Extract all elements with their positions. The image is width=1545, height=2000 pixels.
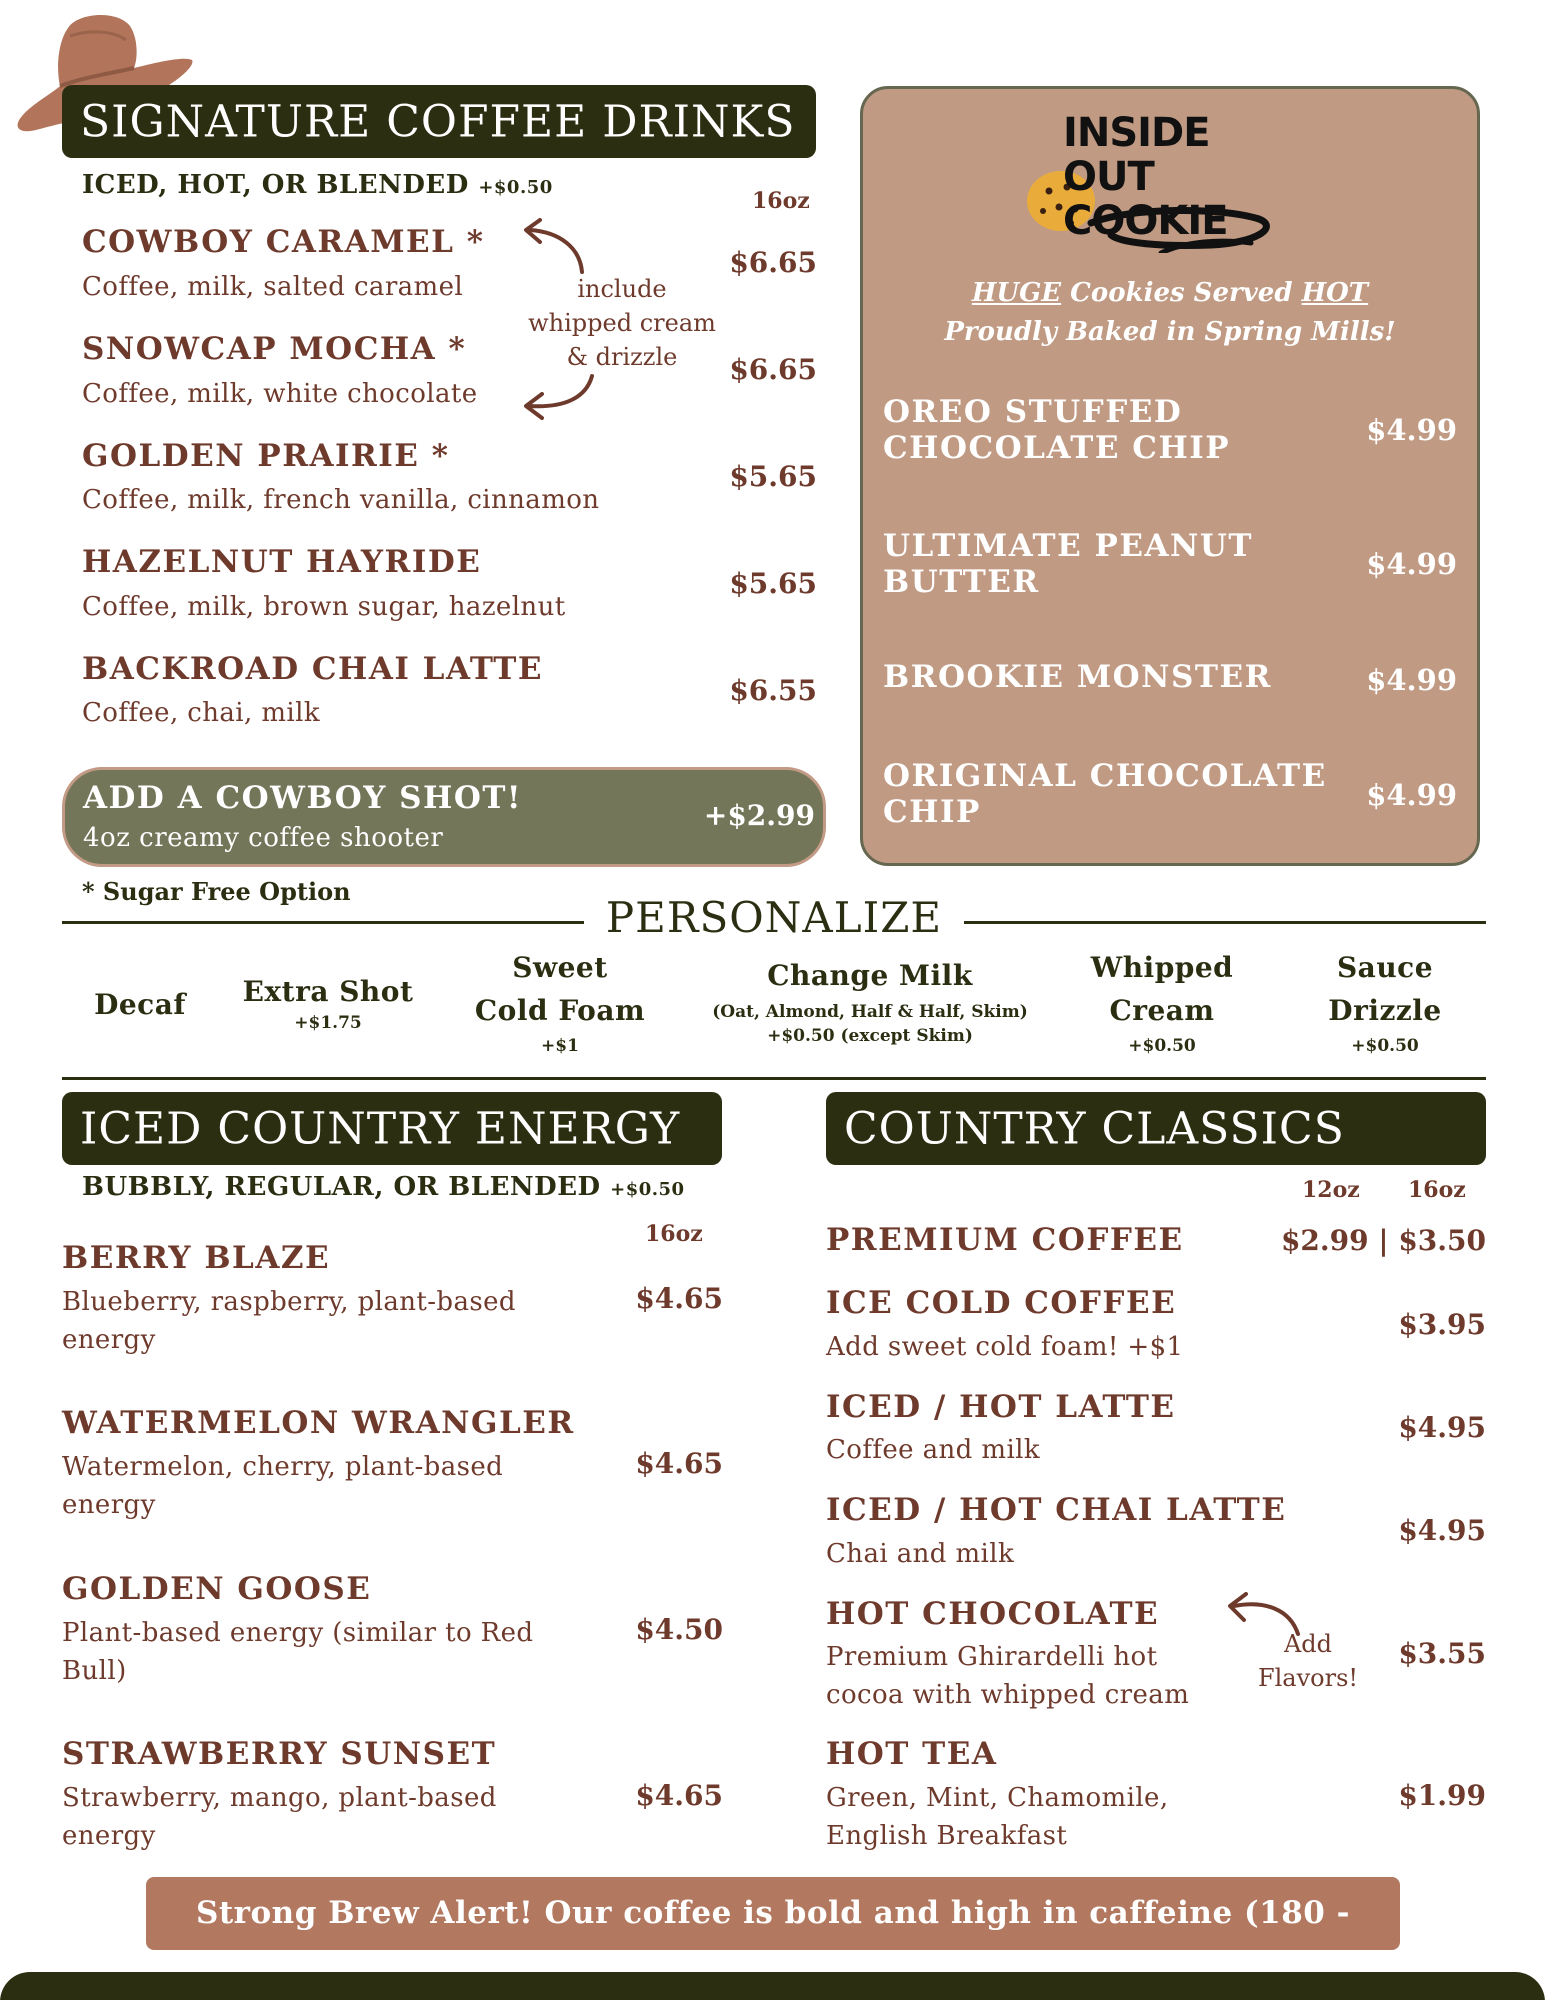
- curved-arrow-icon: [510, 218, 590, 278]
- cookie-item-name: BROOKIE MONSTER: [883, 659, 1272, 695]
- menu-item-price: $4.65: [635, 1447, 723, 1480]
- menu-item-name: HOT TEA: [826, 1736, 998, 1772]
- menu-item-name: STRAWBERRY SUNSET: [62, 1736, 497, 1772]
- personalize-title: PERSONALIZE: [605, 893, 943, 942]
- menu-item-desc: Premium Ghirardelli hot cocoa with whipped cream: [826, 1642, 1190, 1710]
- classics-size-large: 16oz: [1408, 1177, 1466, 1203]
- signature-header: [62, 85, 816, 158]
- classics-title: COUNTRY CLASSICS: [844, 1103, 1345, 1154]
- cookie-item-price: $4.99: [1366, 778, 1457, 812]
- menu-item-price: $3.55: [1398, 1637, 1486, 1670]
- option-extra-shot: Extra Shot +$1.75: [242, 975, 414, 1033]
- menu-item-price: $6.55: [729, 674, 817, 707]
- shot-price: +$2.99: [703, 799, 815, 832]
- sugar-free-note: * Sugar Free Option: [82, 877, 351, 906]
- menu-item-price: $3.95: [1398, 1308, 1486, 1341]
- signature-size-label: 16oz: [752, 188, 810, 214]
- menu-item-desc: Coffee and milk: [826, 1435, 1041, 1465]
- menu-item-desc: Watermelon, cherry, plant-based energy: [62, 1452, 504, 1520]
- menu-item-name: GOLDEN GOOSE: [62, 1571, 372, 1607]
- menu-item-name: BACKROAD CHAI LATTE: [82, 651, 543, 687]
- menu-item-name: PREMIUM COFFEE: [826, 1222, 1184, 1258]
- menu-item-desc: Coffee, milk, white chocolate: [82, 379, 478, 409]
- menu-item-price: $4.65: [635, 1779, 723, 1812]
- menu-item-price: $1.99: [1398, 1779, 1486, 1812]
- option-change-milk: Change Milk (Oat, Almond, Half & Half, Skim) +$0.50 (except Skim): [712, 959, 1028, 1046]
- energy-size-label: 16oz: [645, 1221, 703, 1247]
- shot-name: ADD A COWBOY SHOT!: [83, 780, 523, 816]
- energy-header: [62, 1092, 722, 1165]
- option-whipped-cream: Whipped Cream +$0.50: [1090, 951, 1234, 1056]
- menu-item-name: GOLDEN PRAIRIE *: [82, 438, 450, 474]
- caffeine-alert-banner: Strong Brew Alert! Our coffee is bold and high in caffeine (180 -: [146, 1877, 1400, 1950]
- option-decaf: Decaf: [94, 988, 186, 1021]
- personalize-bottom-rule: [62, 1077, 1486, 1080]
- menu-item-price: $6.65: [729, 246, 817, 279]
- menu-item-price: $4.95: [1398, 1411, 1486, 1444]
- menu-item-price: $4.50: [635, 1613, 723, 1646]
- menu-item-price: $4.65: [635, 1282, 723, 1315]
- menu-item-name: COWBOY CARAMEL *: [82, 224, 485, 260]
- menu-item-name: ICED / HOT LATTE: [826, 1389, 1176, 1425]
- menu-item-name: SNOWCAP MOCHA *: [82, 331, 467, 367]
- menu-item-name: HOT CHOCOLATE: [826, 1596, 1160, 1632]
- menu-item-price: $2.99 | $3.50: [1280, 1224, 1486, 1257]
- cookie-item-price: $4.99: [1366, 663, 1457, 697]
- menu-item-desc: Green, Mint, Chamomile, English Breakfast: [826, 1783, 1169, 1851]
- shot-desc: 4oz creamy coffee shooter: [83, 823, 444, 853]
- menu-item-desc: Coffee, milk, french vanilla, cinnamon: [82, 485, 600, 515]
- cookie-item-name: ORIGINAL CHOCOLATE CHIP: [883, 758, 1327, 830]
- cowboy-shot-pill: [62, 767, 826, 867]
- cookie-item-price: $4.99: [1366, 413, 1457, 447]
- menu-item-name: HAZELNUT HAYRIDE: [82, 544, 482, 580]
- menu-item-desc: Plant-based energy (similar to Red Bull): [62, 1618, 534, 1686]
- signature-subheader: ICED, HOT, OR BLENDED +$0.50: [82, 170, 553, 200]
- menu-item-name: BERRY BLAZE: [62, 1240, 331, 1276]
- cookie-item-name: ULTIMATE PEANUT BUTTER: [883, 528, 1253, 600]
- energy-subheader: BUBBLY, REGULAR, OR BLENDED +$0.50: [82, 1172, 685, 1202]
- menu-item-price: $5.65: [729, 460, 817, 493]
- menu-item-price: $6.65: [729, 353, 817, 386]
- menu-item-desc: Coffee, chai, milk: [82, 698, 320, 728]
- classics-header: [826, 1092, 1486, 1165]
- logo-text: INSIDE OUT COOKIE: [1063, 110, 1228, 244]
- cookie-panel: [860, 86, 1480, 866]
- menu-item-desc: Blueberry, raspberry, plant-based energy: [62, 1287, 516, 1355]
- option-sauce-drizzle: Sauce Drizzle +$0.50: [1328, 951, 1442, 1056]
- menu-item-desc: Strawberry, mango, plant-based energy: [62, 1783, 497, 1851]
- energy-title: ICED COUNTRY ENERGY: [80, 1103, 681, 1154]
- menu-item-name: ICED / HOT CHAI LATTE: [826, 1492, 1287, 1528]
- menu-item-price: $4.95: [1398, 1514, 1486, 1547]
- cookie-item-price: $4.99: [1366, 547, 1457, 581]
- signature-title: SIGNATURE COFFEE DRINKS: [80, 96, 796, 147]
- cookie-tagline: HUGE Cookies Served HOT Proudly Baked in Spring Mills!: [944, 278, 1396, 347]
- menu-item-desc: Add sweet cold foam! +$1: [826, 1332, 1184, 1362]
- menu-item-name: ICE COLD COFFEE: [826, 1285, 1177, 1321]
- cookie-item-name: OREO STUFFED CHOCOLATE CHIP: [883, 394, 1231, 466]
- whipped-cream-note: include whipped cream & drizzle: [528, 275, 716, 371]
- personalize-rule-left: [62, 921, 584, 924]
- menu-item-name: WATERMELON WRANGLER: [62, 1405, 575, 1441]
- classics-size-small: 12oz: [1302, 1177, 1360, 1203]
- option-sweet-cold-foam: Sweet Cold Foam +$1: [474, 951, 646, 1056]
- curved-arrow-icon: [510, 372, 600, 422]
- bottom-strip: [0, 1972, 1545, 2000]
- menu-item-desc: Chai and milk: [826, 1539, 1015, 1569]
- add-flavors-note: Add Flavors!: [1257, 1630, 1359, 1692]
- menu-item-desc: Coffee, milk, brown sugar, hazelnut: [82, 592, 566, 622]
- personalize-rule-right: [964, 921, 1486, 924]
- menu-item-price: $5.65: [729, 567, 817, 600]
- menu-item-desc: Coffee, milk, salted caramel: [82, 272, 464, 302]
